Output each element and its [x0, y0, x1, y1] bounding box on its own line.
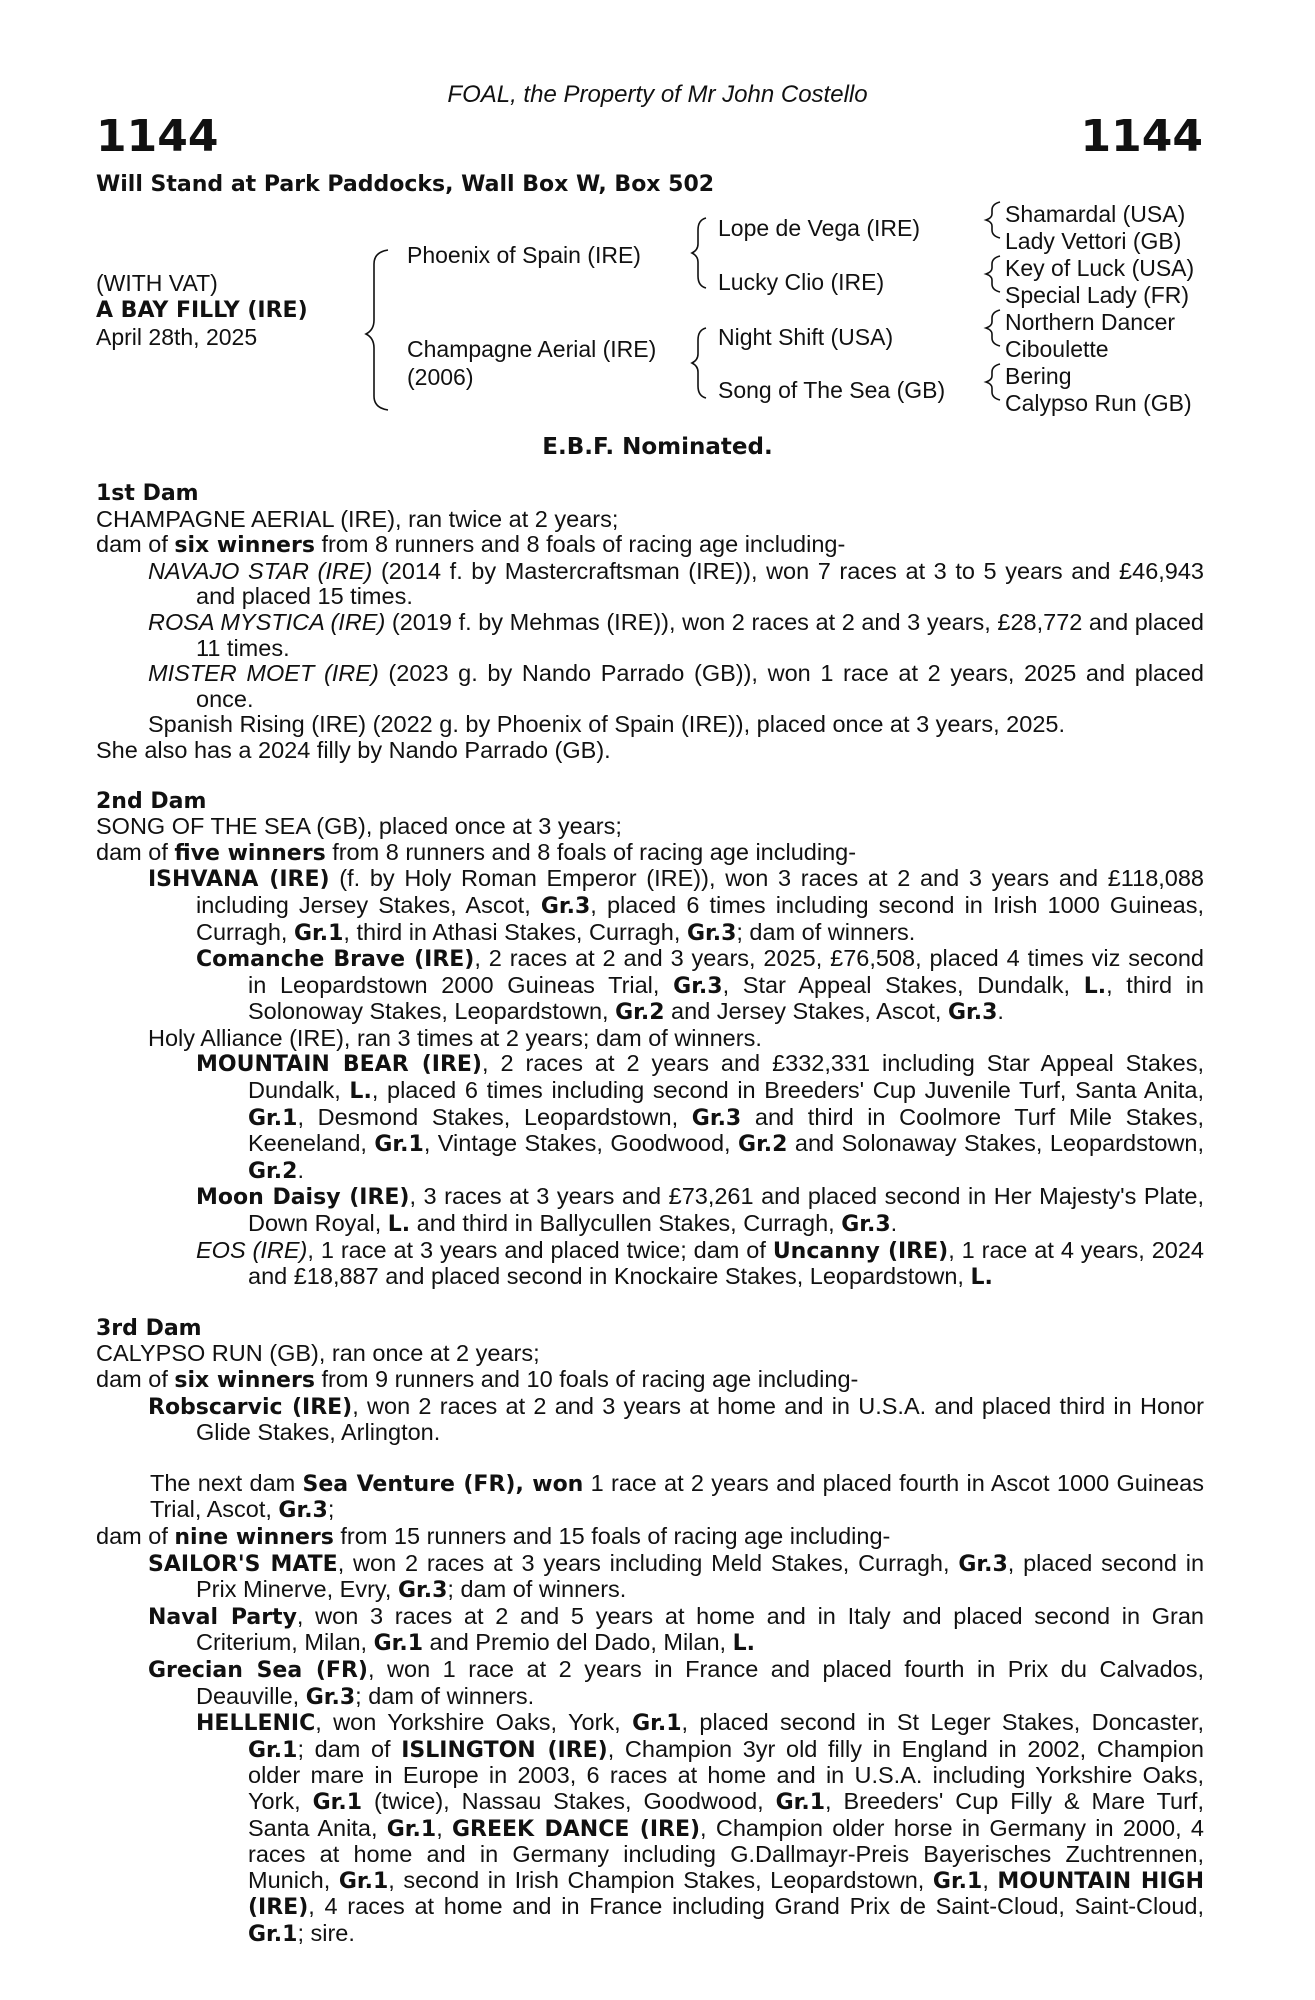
first-dam-entry-navajo-star: NAVAJO STAR (IRE) (2014 f. by Mastercraftsman (IRE)), won 7 races at 3 to 5 years and £46,943 and placed 15 times. [148, 557, 1204, 610]
pedigree-dam: Champagne Aerial (IRE) [407, 336, 657, 362]
page-subtitle: FOAL, the Property of Mr John Costello [447, 81, 868, 108]
second-dam-entry-moon-daisy: Moon Daisy (IRE), 3 races at 3 years and £73,261 and placed second in Her Majesty's Plate, Down Royal, L. and third in Ballycullen Stakes, Curragh, Gr.3. [196, 1183, 1204, 1238]
third-dam-entry-robscarvic: Robscarvic (IRE), won 2 races at 2 and 3 years at home and in U.S.A. and placed third in Honor Glide Stakes, Arlington. [148, 1392, 1204, 1446]
third-dam-heading: 3rd Dam [96, 1315, 202, 1341]
first-dam-entry-mister-moet: MISTER MOET (IRE) (2023 g. by Nando Parrado (GB)), won 1 race at 2 years, 2025 and placed once. [148, 660, 1204, 712]
lot-number-right: 1144 [1080, 111, 1203, 162]
pedigree-ggp-4: Special Lady (FR) [1005, 282, 1190, 308]
next-dam-entry-naval-party: Naval Party, won 3 races at 2 and 5 years at home and in Italy and placed second in Gran Criterium, Milan, Gr.1 and Premio del Dado, Milan, L. [148, 1602, 1204, 1657]
pedigree-ggp-2: Lady Vettori (GB) [1005, 228, 1182, 254]
second-dam-entry-eos: EOS (IRE), 1 race at 3 years and placed twice; dam of Uncanny (IRE), 1 race at 4 years, 2024 and £18,887 and placed second in Knockaire Stakes, Leopardstown, L. [196, 1236, 1205, 1291]
first-dam-heading: 1st Dam [96, 481, 199, 506]
second-dam-entry-mountain-bear: MOUNTAIN BEAR (IRE), 2 races at 2 years and £332,331 including Star Appeal Stakes, Dundalk, L., placed 6 times including second in Breeders' Cup Juvenile Turf, Santa Anita, Gr.1, Desmond Stakes, Leopardstown, Gr.3 and third in Coolmore Turf Mile Stakes, Keeneland, Gr.1, Vintage Stakes, Goodwood, Gr.2 and Solonaway Stakes, Leopardstown, Gr.2. [196, 1050, 1205, 1184]
pedigree-ggp-7: Bering [1005, 363, 1072, 389]
second-dam-line: SONG OF THE SEA (GB), placed once at 3 years; [96, 813, 622, 840]
pedigree-ggp-6: Ciboulette [1005, 336, 1109, 362]
pedigree-dam-sire: Night Shift (USA) [718, 324, 894, 350]
lot-number-left: 1144 [96, 111, 219, 162]
second-dam-summary: dam of five winners from 8 runners and 8 foals of racing age including- [96, 838, 857, 866]
pedigree-dam-dam: Song of The Sea (GB) [718, 377, 946, 403]
first-dam-entry-rosa-mystica: ROSA MYSTICA (IRE) (2019 f. by Mehmas (IRE)), won 2 races at 2 and 3 years, £28,772 and placed 11 times. [148, 608, 1204, 661]
dam-brace [692, 328, 706, 398]
next-dam-line: The next dam Sea Venture (FR), won 1 race at 2 years and placed fourth in Ascot 1000 Guineas Trial, Ascot, Gr.3; [150, 1469, 1204, 1524]
first-dam-summary: dam of six winners from 8 runners and 8 foals of racing age including- [96, 531, 846, 559]
second-dam-entry-comanche-brave: Comanche Brave (IRE), 2 races at 2 and 3 years, 2025, £76,508, placed 4 times viz second in Leopardstown 2000 Guineas Trial, Gr.3, Star Appeal Stakes, Dundalk, L., third in Solonoway Stakes, Leopardstown, Gr.2 and Jersey Stakes, Ascot, Gr.3. [196, 945, 1205, 1026]
third-dam-line: CALYPSO RUN (GB), ran once at 2 years; [96, 1340, 540, 1367]
produce-record [96, 481, 1204, 1947]
pedigree-sire-sire: Lope de Vega (IRE) [718, 215, 921, 241]
first-dam-entry-spanish-rising: Spanish Rising (IRE) (2022 g. by Phoenix of Spain (IRE)), placed once at 3 years, 2025. [148, 711, 1065, 738]
main-brace [366, 250, 388, 410]
pedigree-dam-year: (2006) [407, 364, 474, 390]
ggp-brace-3 [986, 310, 1000, 346]
second-dam-entry-ishvana: ISHVANA (IRE) (f. by Holy Roman Emperor (IRE)), won 3 races at 2 and 3 years and £118,088 including Jersey Stakes, Ascot, Gr.3, placed 6 times including second in Irish 1000 Guineas, Curragh, Gr.1, third in Athasi Stakes, Curragh, Gr.3; dam of winners. [148, 865, 1205, 946]
stand-location: Will Stand at Park Paddocks, Wall Box W, Box 502 [96, 172, 715, 197]
pedigree-sire-dam: Lucky Clio (IRE) [718, 269, 885, 295]
next-dam-entry-sailors-mate: SAILOR'S MATE, won 2 races at 3 years including Meld Stakes, Curragh, Gr.3, placed second in Prix Minerve, Evry, Gr.3; dam of winners. [148, 1549, 1205, 1604]
horse-identity [96, 270, 308, 351]
pedigree-sire: Phoenix of Spain (IRE) [407, 242, 641, 268]
pedigree-ggp-1: Shamardal (USA) [1005, 201, 1186, 227]
pedigree-ggp-5: Northern Dancer [1005, 309, 1176, 335]
vat-note: (WITH VAT) [96, 270, 218, 296]
second-dam-entry-holy-alliance: Holy Alliance (IRE), ran 3 times at 2 years; dam of winners. [148, 1024, 762, 1051]
pedigree-ggp-8: Calypso Run (GB) [1005, 390, 1192, 416]
ebf-nominated: E.B.F. Nominated. [542, 434, 773, 460]
horse-name: A BAY FILLY (IRE) [96, 298, 308, 323]
second-dam-heading: 2nd Dam [96, 788, 207, 814]
ggp-brace-4 [986, 364, 1000, 400]
ggp-brace-2 [986, 256, 1000, 292]
ggp-brace-1 [986, 202, 1000, 238]
next-dam-entry-grecian-sea: Grecian Sea (FR), won 1 race at 2 years in France and placed fourth in Prix du Calvados, Deauville, Gr.3; dam of winners. [148, 1655, 1204, 1710]
pedigree-ggp-3: Key of Luck (USA) [1005, 255, 1195, 281]
next-dam-summary: dam of nine winners from 15 runners and 15 foals of racing age including- [96, 1522, 891, 1550]
foaling-date: April 28th, 2025 [96, 324, 258, 350]
next-dam-entry-hellenic: HELLENIC, won Yorkshire Oaks, York, Gr.1, placed second in St Leger Stakes, Doncaster, Gr.1; dam of ISLINGTON (IRE), Champion 3yr old filly in England in 2002, Champion older mare in Europe in 2003, 6 races at home and in U.S.A. including Yorkshire Oaks, York, Gr.1 (twice), Nassau Stakes, Goodwood, Gr.1, Breeders' Cup Filly & Mare Turf, Santa Anita, Gr.1, GREEK DANCE (IRE), Champion older horse in Germany in 2000, 4 races at home and in Germany including G.Dallmayr-Preis Bayerisches Zuchtrennen, Munich, Gr.1, second in Irish Champion Stakes, Leopardstown, Gr.1, MOUNTAIN HIGH (IRE), 4 races at home and in France including Grand Prix de Saint-Cloud, Saint-Cloud, Gr.1; sire. [196, 1709, 1204, 1947]
first-dam-line: CHAMPAGNE AERIAL (IRE), ran twice at 2 years; [96, 505, 619, 532]
first-dam-closing: She also has a 2024 filly by Nando Parrado (GB). [96, 736, 611, 763]
sire-brace [692, 218, 706, 288]
third-dam-summary: dam of six winners from 9 runners and 10 foals of racing age including- [96, 1366, 859, 1393]
